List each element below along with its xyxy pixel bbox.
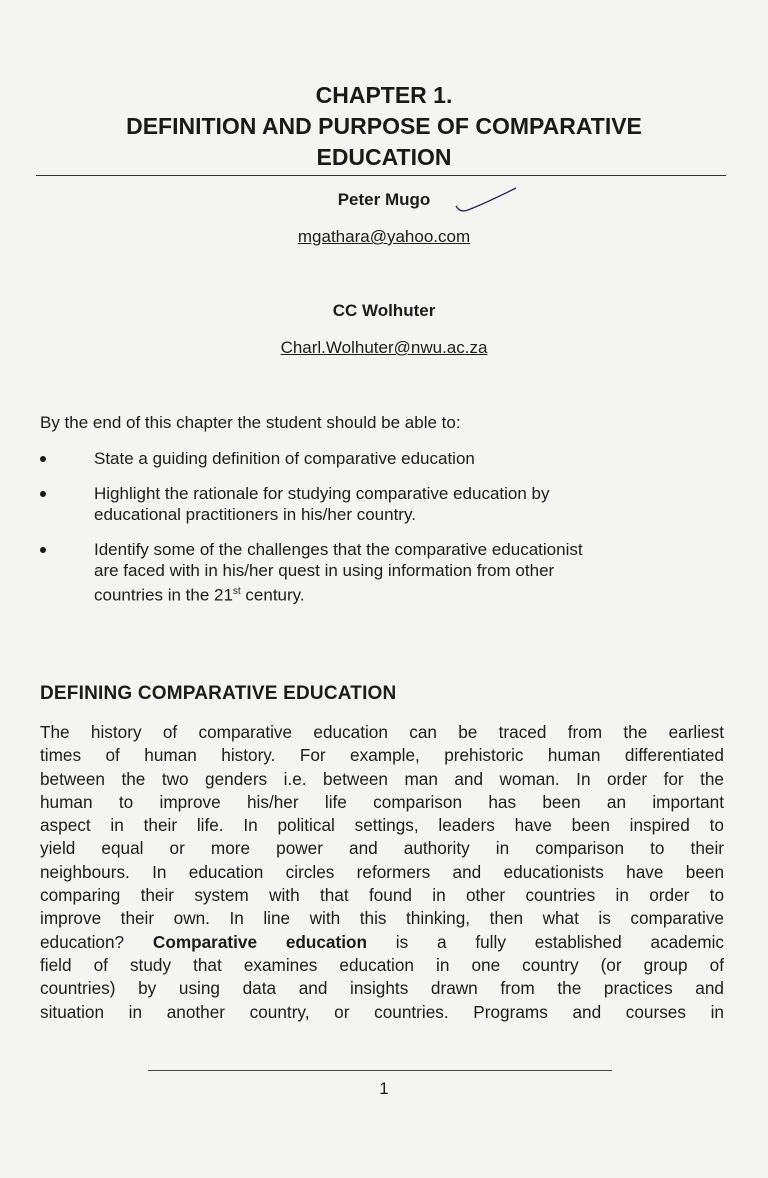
bold-term: Comparative education — [152, 931, 367, 952]
objectives-list — [40, 448, 728, 620]
bullet-icon — [40, 547, 46, 553]
signature-mark — [454, 186, 520, 214]
section-heading: DEFINING COMPARATIVE EDUCATION — [40, 683, 397, 704]
objective-line: educational practitioners in his/her country. — [94, 505, 416, 524]
footer-divider — [148, 1070, 612, 1071]
author-email-2[interactable]: Charl.Wolhuter@nwu.ac.za — [280, 338, 488, 357]
objective-line: Highlight the rationale for studying comparative education by — [94, 484, 550, 503]
author-name-1: Peter Mugo — [337, 190, 431, 209]
bullet-icon — [40, 491, 46, 497]
heading-divider — [36, 175, 726, 176]
body-line: countries) by using data and insights drawn from the practices and — [40, 978, 724, 999]
body-line: improve their own. In line with this thinking, then what is comparative — [40, 908, 724, 929]
author-email-1[interactable]: mgathara@yahoo.com — [297, 227, 471, 246]
bullet-icon — [40, 456, 46, 462]
body-line: neighbours. In education circles reformers and educationists have been — [40, 861, 724, 882]
body-line: comparing their system with that found in other countries in order to — [40, 885, 724, 906]
page-number: 1 — [379, 1079, 389, 1098]
chapter-number: CHAPTER 1. — [315, 82, 453, 108]
objective-item — [40, 483, 728, 525]
objective-line: countries in the 21st century. — [94, 585, 305, 605]
body-line: yield equal or more power and authority in comparison to their — [40, 838, 724, 859]
chapter-title-line-2: EDUCATION — [316, 144, 452, 170]
body-line: situation in another country, or countries. Programs and courses in — [40, 1001, 724, 1022]
objectives-intro: By the end of this chapter the student should be able to: — [40, 413, 461, 432]
objective-item — [40, 448, 728, 469]
objective-item — [40, 539, 728, 606]
objective-line: are faced with in his/her quest in using information from other — [94, 561, 555, 580]
chapter-heading — [40, 80, 728, 173]
body-line: field of study that examines education in one country (or group of — [40, 954, 724, 975]
chapter-title-line-1: DEFINITION AND PURPOSE OF COMPARATIVE — [126, 113, 642, 139]
objective-line: State a guiding definition of comparative education — [94, 449, 475, 468]
author-name-2: CC Wolhuter — [332, 301, 436, 320]
body-line: times of human history. For example, prehistoric human differentiated — [40, 745, 724, 766]
objective-line: Identify some of the challenges that the comparative educationist — [94, 540, 583, 559]
body-line: aspect in their life. In political settings, leaders have been inspired to — [40, 815, 724, 836]
body-line: education? Comparative education is a fully established academic — [40, 931, 725, 952]
body-paragraph — [40, 721, 724, 1024]
body-line: between the two genders i.e. between man and woman. In order for the — [40, 768, 724, 789]
body-line: The history of comparative education can be traced from the earliest — [40, 722, 724, 742]
body-line: human to improve his/her life comparison has been an important — [40, 791, 724, 812]
